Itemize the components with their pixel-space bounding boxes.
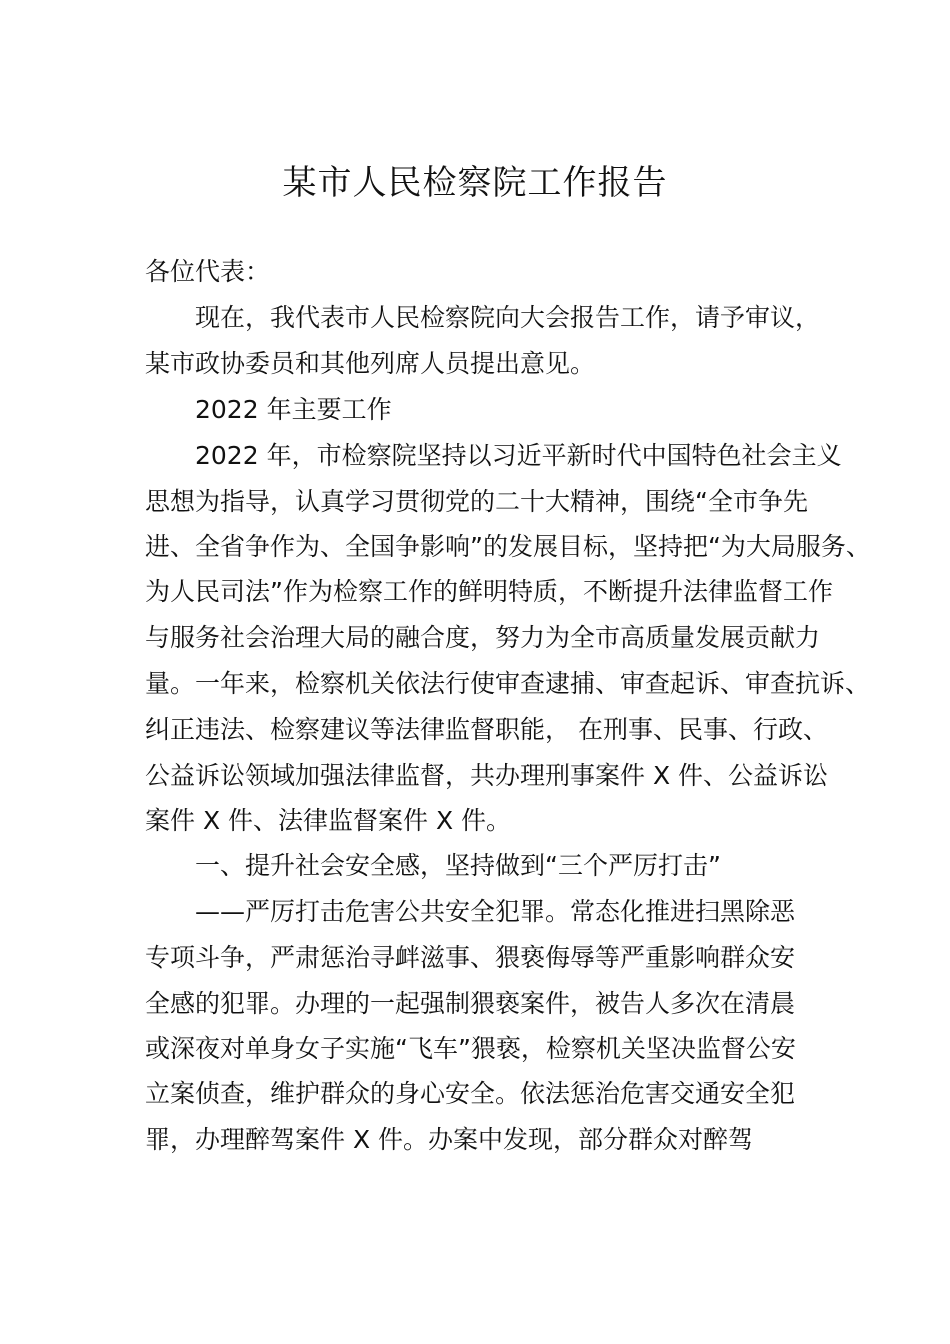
body-line: 纠正违法、检察建议等法律监督职能， 在刑事、民事、行政、 [145,715,828,744]
body-line: 公益诉讼领域加强法律监督，共办理刑事案件 X 件、公益诉讼 [145,761,829,790]
salutation: 各位代表： [145,257,271,286]
section-heading: 一、提升社会安全感，坚持做到“三个严厉打击” [195,851,721,880]
body-line: 案件 X 件、法律监督案件 X 件。 [145,806,512,835]
body-line: 思想为指导，认真学习贯彻党的二十大精神，围绕“全市争先 [145,487,808,516]
body-line: 2022 年，市检察院坚持以习近平新时代中国特色社会主义 [195,441,842,470]
body-line: 立案侦查，维护群众的身心安全。依法惩治危害交通安全犯 [145,1079,796,1108]
body-line: 量。一年来，检察机关依法行使审查逮捕、审查起诉、审查抗诉、 [145,669,871,698]
body-line: 某市政协委员和其他列席人员提出意见。 [145,349,596,378]
body-line: 进、全省争作为、全国争影响”的发展目标，坚持把“为大局服务、 [145,532,871,561]
body-line: 现在，我代表市人民检察院向大会报告工作，请予审议， [195,303,821,332]
body-line: 专项斗争，严肃惩治寻衅滋事、猥亵侮辱等严重影响群众安 [145,943,796,972]
body-line: 与服务社会治理大局的融合度，努力为全市高质量发展贡献力 [145,623,821,652]
body-line: 罪，办理醉驾案件 X 件。办案中发现，部分群众对醉驾 [145,1125,754,1154]
section-heading: 2022 年主要工作 [195,395,392,424]
document-title: 某市人民检察院工作报告 [282,163,668,203]
body-line: ——严厉打击危害公共安全犯罪。常态化推进扫黑除恶 [195,897,796,926]
body-line: 或深夜对单身女子实施“飞车”猥亵，检察机关坚决监督公安 [145,1034,796,1063]
body-line: 为人民司法”作为检察工作的鲜明特质，不断提升法律监督工作 [145,577,833,606]
body-line: 全感的犯罪。办理的一起强制猥亵案件，被告人多次在清晨 [145,989,796,1018]
